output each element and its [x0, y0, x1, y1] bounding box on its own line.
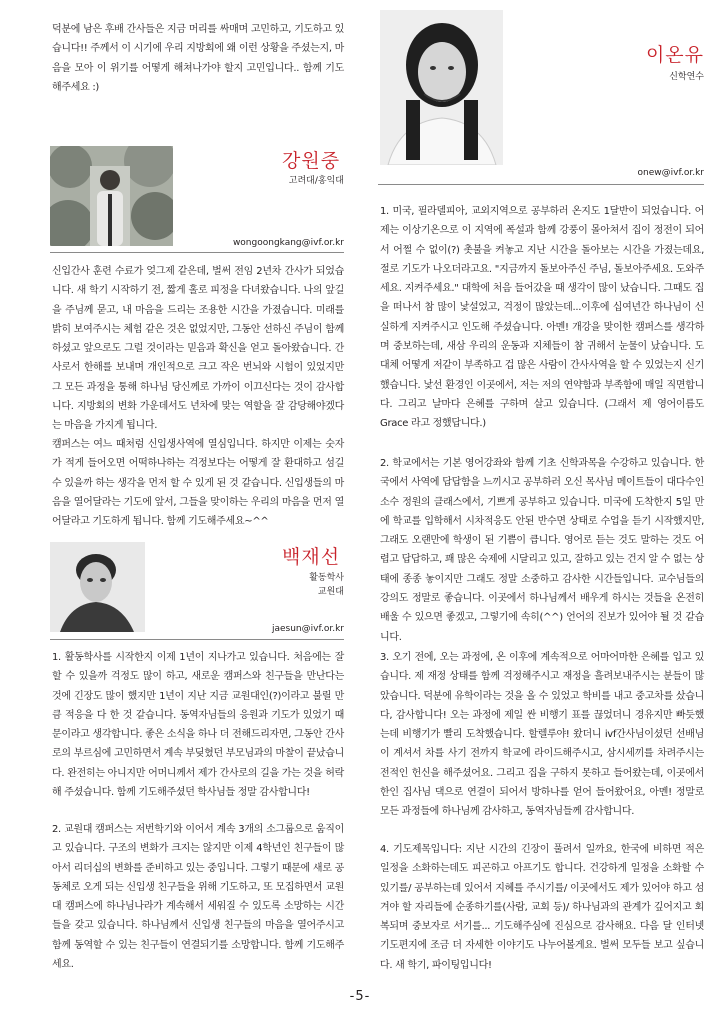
photo-illustration: [380, 10, 503, 165]
intro-paragraph: 덕분에 남은 후배 간사들은 지금 머리를 싸매며 고민하고, 기도하고 있습니다!! 주께서 이 시기에 우리 지방회에 왜 이런 상황을 주셨는지, 마음을 모아 이 위기를 어떻게 해쳐나가야 할지 고민입니다.. 함께 기도해주세요 :): [52, 24, 344, 93]
right-column: [360, 0, 720, 1016]
profile-text-p1-lee: 1. 미국, 필라델피아, 교외지역으로 공부하러 온지도 1달반이 되었습니다. 어제는 이상기온으로 이 지역에 폭설과 함께 강풍이 몰아쳐서 집이 정전이 되어서 어쩔 수 없이(?) 촛불을 켜놓고 지난 시간을 돌아보는 시간을 가졌는데요, 절로 기도가 나오더라고요. "지금까지 돌보아주신 주님, 돌보아주세요. 도와주세요. 지켜주세요." 대학에 처음 들어갔을 때 생각이 많이 났습니다. 그때도 집을 떠나서 참 많이 낯설었고, 걱정이 많았는데...이후에 십여년간 하나님이 신실하게 지켜주시고 인도해 주셨습니다. 아멘! 개강을 맞이한 캠퍼스를 생각하며 중보하는데, 새삼 우리의 운동과 지체들이 참 귀해서 눈물이 났습니다. 도대체 어떻게 저같이 부족하고 겁 많은 사람이 간사사역을 할 수 있었는지 신기했습니다. 낯선 환경인 이곳에서, 저는 저의 연약함과 부족함에 매일 직면합니다. 그리고 날마다 은혜를 구하며 살고 있습니다. (그래서 제 영어이름도 Grace 라고 정했답니다.): [380, 206, 704, 430]
profile-text-kang: 신입간사 훈련 수료가 엊그제 같은데, 벌써 전임 2년차 간사가 되었습니다. 새 학기 시작하기 전, 짧게 홀로 피정을 다녀왔습니다. 나의 앞길을 주님께 묻고, 내 마음을 드리는 조용한 시간을 가졌습니다. 미래를 밝히 보여주시는 체험 같은 것은 없었지만, 그동안 선하신 주님이 함께 하셨고 앞으로도 그럴 것이라는 믿음과 확신을 얻고 돌아왔습니다. 간사로서 한해를 보내며 개인적으로 크고 작은 번뇌와 시험이 있었지만 그 모든 과정을 통해 하나님 당신께로 가까이 이끄신다는 것이 감사합니다. 지방회의 변화 가운데서도 년차에 맞는 역할을 잘 감당해야겠다는 마음을 가지게 됩니다.: [52, 266, 344, 432]
profile-text2-kang: 캠퍼스는 여느 때처럼 신입생사역에 열심입니다. 하지만 이제는 숫자가 적게 들어오면 어떡하나하는 걱정보다는 어떻게 잘 환대하고 섬길 수 있을까 하는 생각을 먼저 할 수 있게 된 것 같습니다. 신입생들의 마음을 열어달라는 기도에 앞서, 그들을 맞이하는 우리의 마음을 먼저 열어달라고 기도하게 됩니다. 함께 기도해주세요~^^: [52, 439, 344, 528]
profile-name-lee: 이온유: [645, 44, 704, 66]
page-number: -5-: [349, 989, 371, 1004]
profile-text-p2-lee: 2. 학교에서는 기본 영어강좌와 함께 기초 신학과목을 수강하고 있습니다. 한국에서 사역에 답답함을 느끼시고 공부하러 오신 목사님 메이트들이 대다수인 소수 정원의 클래스에서, 기쁘게 공부하고 있습니다. 미국에 도착한지 5일 만에 학교를 입학해서 시차적응도 안된 반수면 상태로 수업을 듣기 시작했지만, 그래도 오랜만에 학생이 된 기쁨이 큽니다. 영어로 듣는 것도 말하는 것도 어렵고 답답하고, 꽤 많은 숙제에 시달리고 있고, 잘하고 있는 건지 알 수 없는 상태에 종종 놓이지만 그래도 정말 소중하고 감사한 시간들입니다. 교수님들의 강의도 정말로 좋습니다. 이곳에서 하나님께서 배우게 하시는 것들을 온전히 배울 수 있으면 좋겠고, 그렇기에 속히(^^) 언어의 진보가 있어야 될 것 같습니다.: [380, 458, 704, 643]
profile-text1-baek: 1. 활동학사를 시작한지 이제 1년이 지나가고 있습니다. 처음에는 잘 할 수 있을까 걱정도 많이 하고, 새로운 캠퍼스와 친구들을 만난다는 것에 긴장도 많이 했지만 1년이 지난 지금 교원대인(?)이라고 불릴 만큼 적응을 다 한 것 같습니다. 동역자님들의 응원과 기도가 있었기 때문이라고 생각합니다. 좋은 소식을 하나 더 전해드리자면, 그동안 간사로의 부르심에 고민하면서 계속 부딪혔던 부모님과의 마찰이 끝났습니다. 완전히는 아니지만 어머니께서 제가 간사로의 길을 가는 것을 허락해 주셨습니다. 함께 기도해주셨던 학사님들 정말 감사합니다!: [52, 652, 344, 799]
profile-divider-lee: [378, 184, 704, 185]
profile-email-kang: wongoongkang@ivf.or.kr: [232, 238, 344, 248]
profile-affiliation-kang: 고려대/홍익대: [288, 176, 344, 186]
profile-affiliation-lee: 신학연수: [669, 72, 704, 82]
photo-illustration: [50, 542, 145, 632]
profile-name-baek: 백재선: [282, 546, 341, 568]
profile-affiliation2-baek: 교원대: [317, 587, 344, 597]
photo-illustration: [50, 146, 173, 246]
profile-text2-baek: 2. 교원대 캠퍼스는 저번학기와 이어서 계속 3개의 소그룹으로 움직이고 있습니다. 구조의 변화가 크지는 않지만 이제 4학년인 친구들이 많아서 리더십의 변화를 준비하고 있는 중입니다. 그렇기 때문에 새로 공동체로 오게 되는 신입생 친구들을 위해 기도하고, 또 모집하면서 교원대 캠퍼스에 하나님나라가 계속해서 세워질 수 있도록 소망하는 시간들을 갖고 있습니다. 하나님께서 신입생 친구들의 마음을 열어주시고 함께 동역할 수 있는 친구들이 연결되기를 소망합니다. 함께 기도해주세요.: [52, 824, 344, 971]
profile-divider-kang: [50, 252, 344, 253]
profile-email-lee: onew@ivf.or.kr: [637, 168, 704, 178]
profile-photo-baek: [50, 542, 145, 632]
profile-text-p3-lee: 3. 오기 전에, 오는 과정에, 온 이후에 계속적으로 어마어마한 은혜를 입고 있습니다. 제 재정 상태를 함께 걱정해주시고 재정을 흘려보내주시는 분들이 많았습니다. 덕분에 유학이라는 것을 올 수 있었고 학비를 내고 중고차를 샀습니다, 감사합니다! 오는 과정에 제일 싼 비행기 표를 끊었더니 경유지만 빠듯했는데 비행기가 빨리 도착했습니다. 할렐루야! 왔더니 ivf간사님이셨던 선배님이 계셔서 차를 사기 전까지 학교에 라이드해주시고, 삼시세끼를 차려주시는 전적인 헌신을 해주셨어요. 그리고 집을 구하지 못하고 들어왔는데, 이곳에서 한인 집사님 댁으로 연결이 되어서 방하나를 얻어 들어왔어요, 아멘! 정말로 모든 과정들에 하나님께 감사하고, 동역자님들께 감사합니다.: [380, 652, 704, 818]
profile-photo-kang: [50, 146, 173, 246]
profile-name-kang: 강원중: [282, 150, 341, 172]
profile-divider-baek: [50, 639, 344, 640]
profile-photo-lee: [380, 10, 503, 165]
profile-email-baek: jaesun@ivf.or.kr: [271, 624, 344, 634]
profile-text-p4-lee: 4. 기도제목입니다: 지난 시간의 긴장이 풀려서 일까요, 한국에 비하면 적은 일정을 소화하는데도 피곤하고 아프기도 합니다. 건강하게 일정을 소화할 수 있기를/ 공부하는데 있어서 지혜를 주시기를/ 이곳에서도 제가 있어야 하고 섬겨야 할 자리들에 순종하기를(사람, 교회 등)/ 하나님과의 관계가 깊어지고 회복되며 중보자로 서기를... 기도해주심에 진심으로 감사해요. 다음 달 인터넷 기도편지에 조금 더 자세한 이야기도 나누어볼게요. 벌써 모두들 보고 싶습니다. 새 학기, 파이팅입니다!: [380, 844, 704, 971]
profile-affiliation1-baek: 활동학사: [309, 573, 344, 583]
